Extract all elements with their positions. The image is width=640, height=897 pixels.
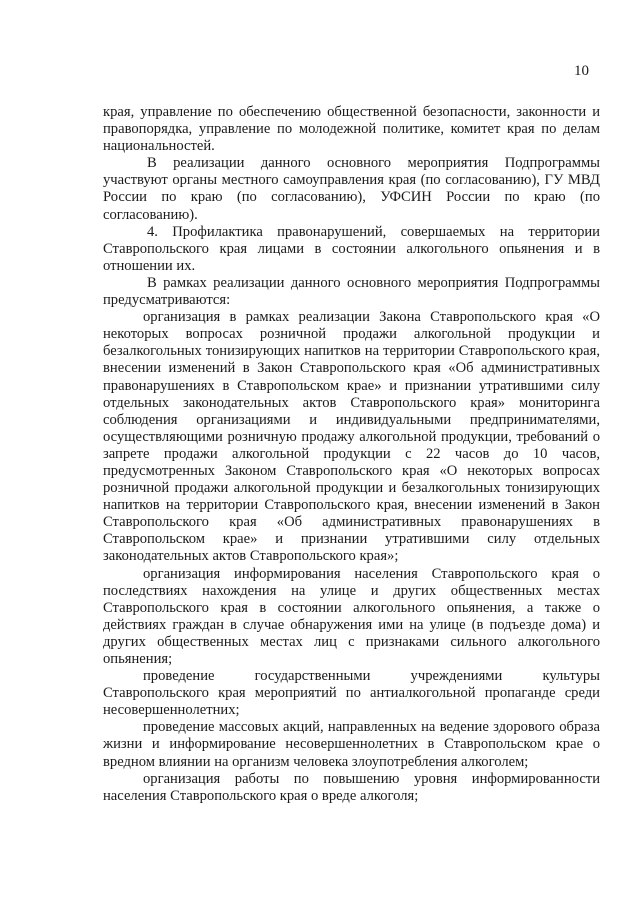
document-body [103, 104, 600, 805]
paragraph-list-item: организация информирования населения Ставропольского края о последствиях нахождения на улице и других общественных местах Ставропольского края в состоянии алкогольного опьянения, а также о действиях граждан в случае обнаружения ими на улице (в подъезде дома) и других общественных местах лиц с признаками сильного алкогольного опьянения; [103, 565, 600, 667]
page-number: 10 [574, 63, 589, 79]
paragraph-intro: В рамках реализации данного основного мероприятия Подпрограммы предусматриваются: [103, 274, 600, 309]
paragraph-continuation: края, управление по обеспечению общественной безопасности, законности и правопорядка, управление по молодежной политике, комитет края по делам национальностей. [103, 104, 600, 155]
paragraph-list-item: проведение государственными учреждениями культуры Ставропольского края мероприятий по антиалкогольной пропаганде среди несовершеннолетних; [103, 668, 600, 719]
paragraph-list-item: организация работы по повышению уровня информированности населения Ставропольского края о вреде алкоголя; [103, 770, 600, 804]
paragraph-list-item: организация в рамках реализации Закона Ставропольского края «О некоторых вопросах розничной продажи алкогольной продукции и безалкогольных тонизирующих напитков на территории Ставропольского края, внесении изменений в Закон Ставропольского края «Об административных правонарушениях в Ставропольском крае» и признании утратившими силу отдельных законодательных актов Ставропольского края» мониторинга соблюдения организациями и индивидуальными предпринимателями, осуществляющими розничную продажу алкогольной продукции, требований о запрете продажи алкогольной продукции с 22 часов до 10 часов, предусмотренных Законом Ставропольского края «О некоторых вопросах розничной продажи алкогольной продукции и безалкогольных тонизирующих напитков на территории Ставропольского края, внесении изменений в Закон Ставропольского края «Об административных правонарушениях в Ставропольском крае» и признании утратившими силу отдельных законодательных актов Ставропольского края»; [103, 309, 600, 565]
paragraph-section-heading: 4. Профилактика правонарушений, совершаемых на территории Ставропольского края лицами в состоянии алкогольного опьянения и в отношении их. [103, 223, 600, 274]
paragraph-list-item: проведение массовых акций, направленных на ведение здорового образа жизни и информирование несовершеннолетних в Ставропольском крае о вредном влиянии на организм человека злоупотребления алкоголем; [103, 719, 600, 770]
paragraph-participants: В реализации данного основного мероприятия Подпрограммы участвуют органы местного самоуправления края (по согласованию), ГУ МВД России по краю (по согласованию), УФСИН России по краю (по согласованию). [103, 155, 600, 223]
